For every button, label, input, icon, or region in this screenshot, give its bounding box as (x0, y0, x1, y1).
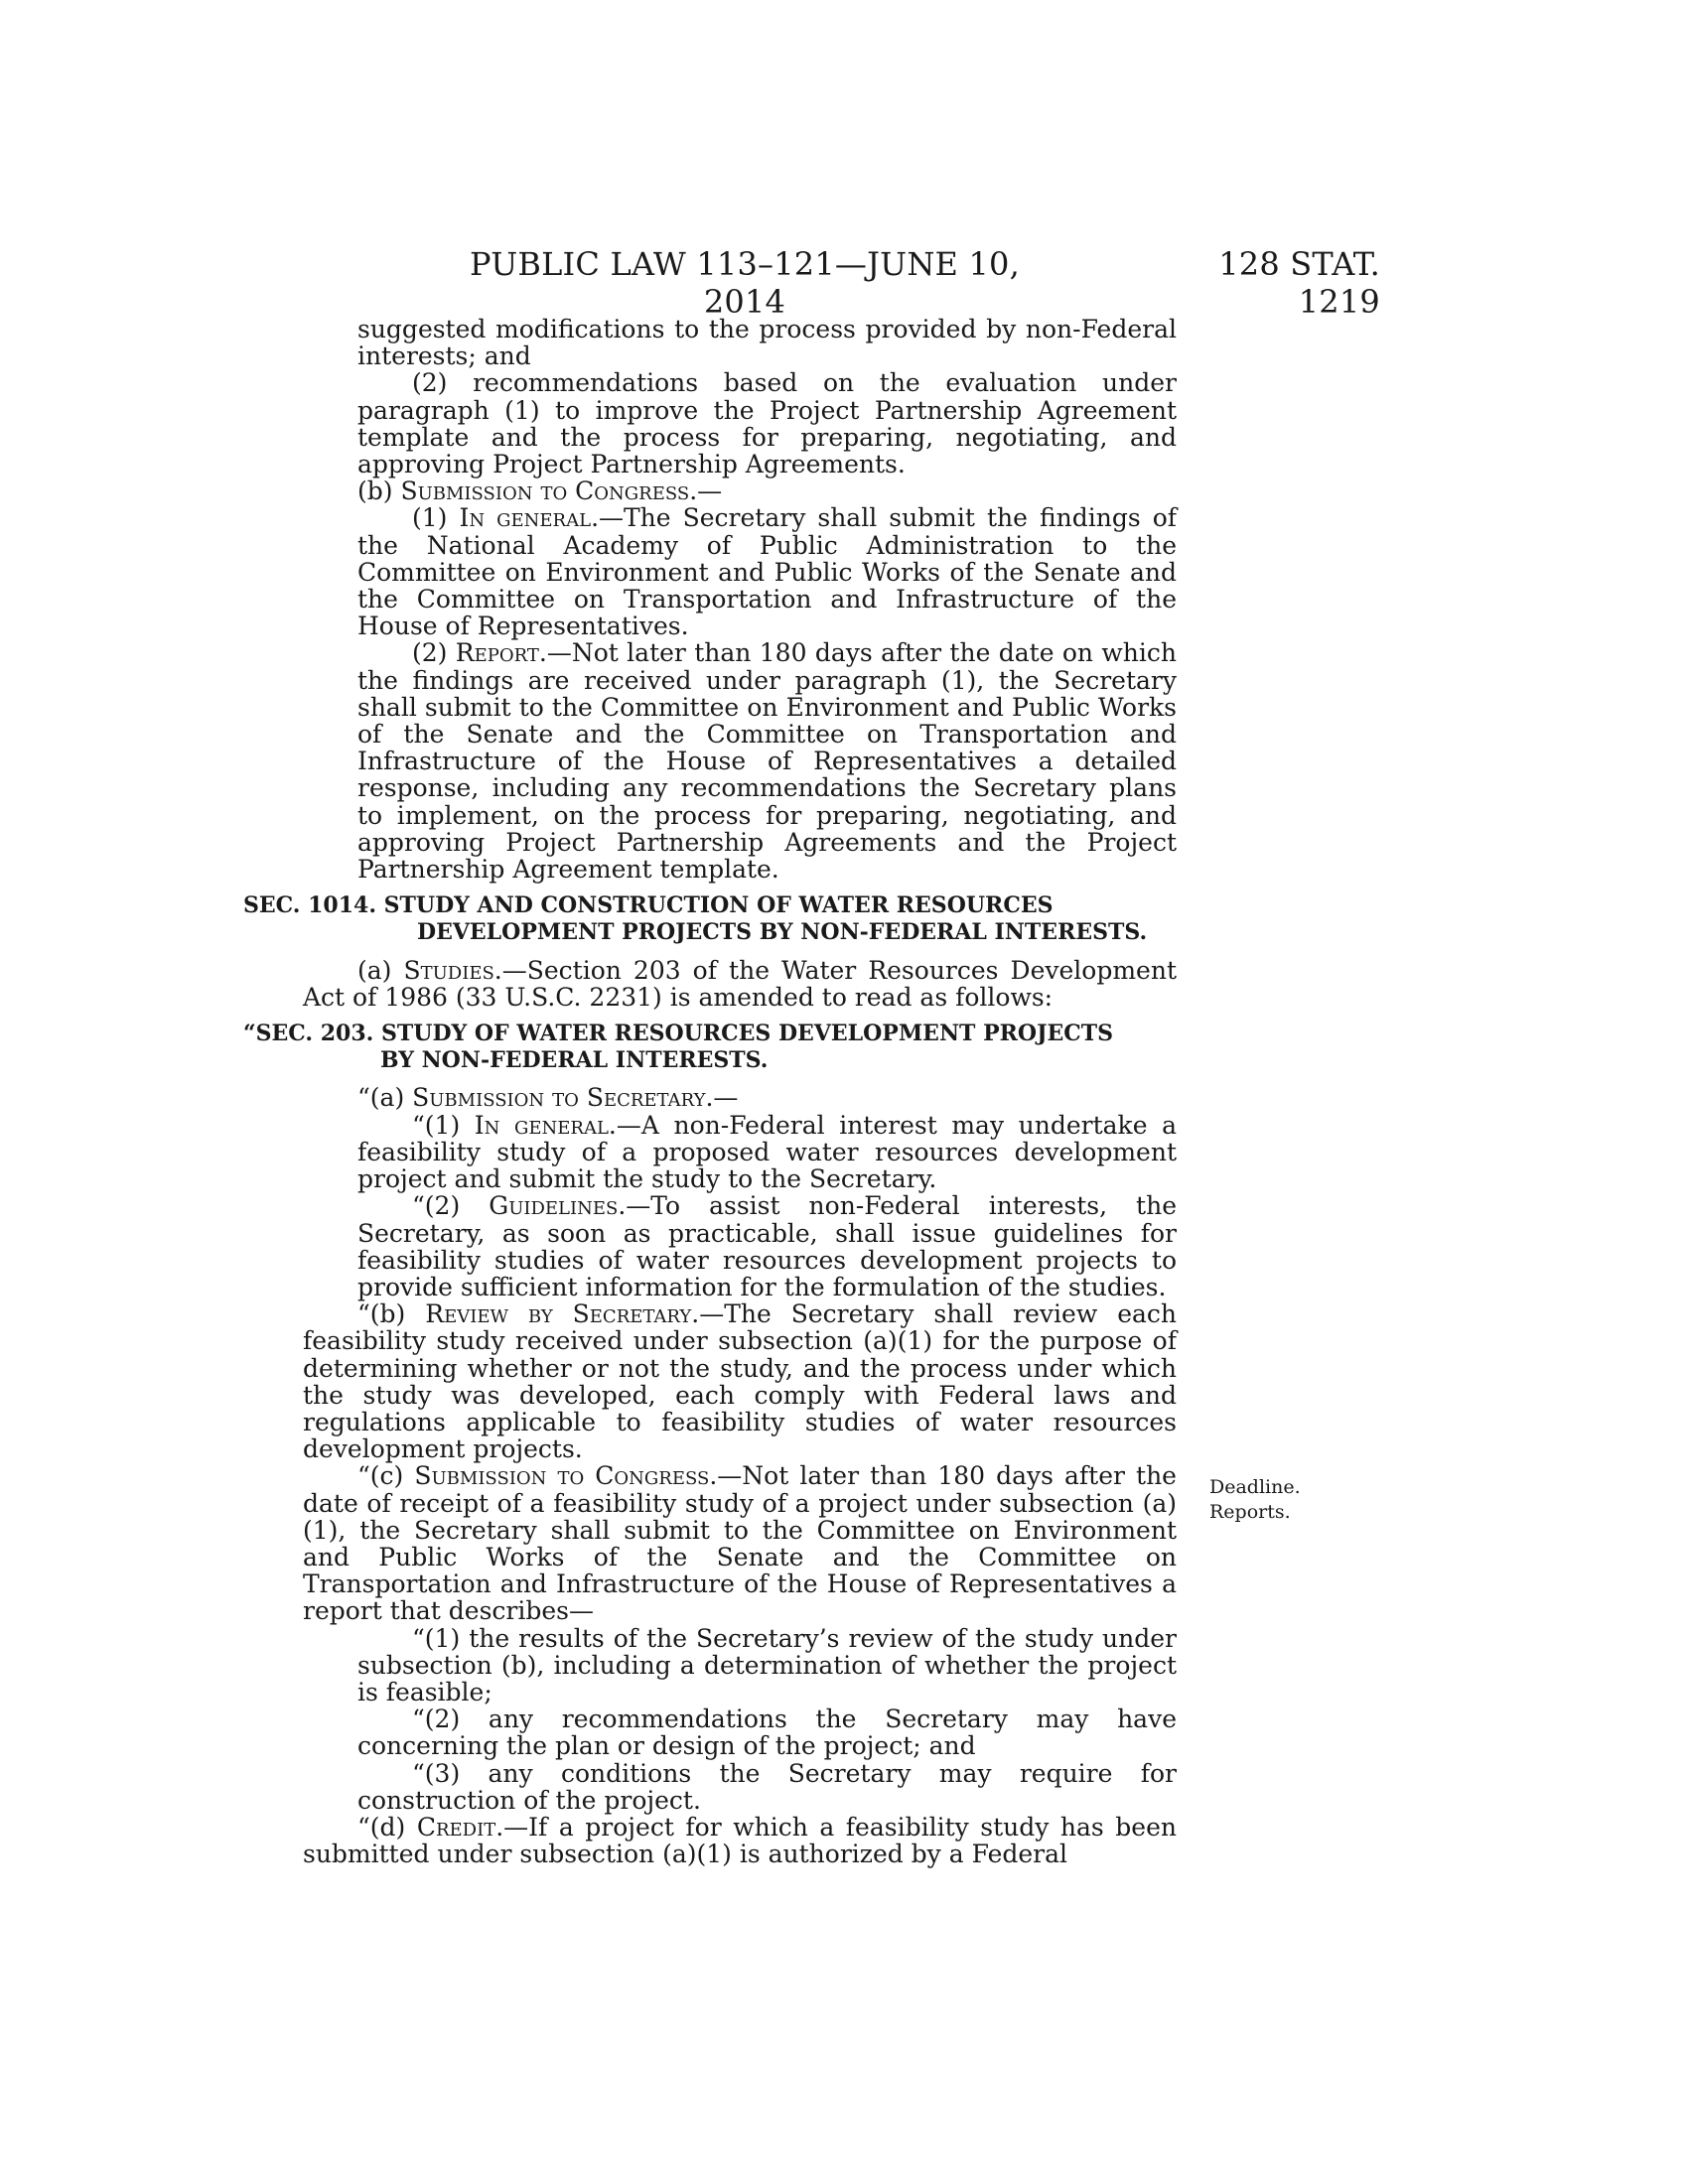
quoted-paragraph-c1: “(1) the results of the Secretary’s review of the study under subsection (b), including a determination of whether the project is feasible; (357, 1623, 1177, 1706)
quoted-subsection-d: “(d) Credit.—If a project for which a feasibility study has been submitted under subsection (a)(1) is authorized by a Federal (303, 1812, 1177, 1869)
section-1014-heading-line1: SEC. 1014. STUDY AND CONSTRUCTION OF WATER RESOURCES (243, 892, 1054, 919)
margin-note-deadline: Deadline. (1209, 1476, 1301, 1498)
subsection-a-studies: (a) Studies.—Section 203 of the Water Resources Development Act of 1986 (33 U.S.C. 2231) is amended to read as follows: (303, 955, 1178, 1012)
quoted-paragraph-c2: “(2) any recommendations the Secretary may have concerning the plan or design of the project; and (357, 1705, 1177, 1761)
section-203-heading-line1: “SEC. 203. STUDY OF WATER RESOURCES DEVELOPMENT PROJECTS (243, 1021, 1114, 1047)
running-head-title: PUBLIC LAW 113–121—JUNE 10, 2014 (470, 245, 1020, 321)
quoted-paragraph-c3: “(3) any conditions the Secretary may require for construction of the project. (357, 1758, 1177, 1815)
section-203-heading-line2: BY NON-FEDERAL INTERESTS. (380, 1047, 769, 1074)
paragraph-a2: (2) recommendations based on the evaluation under paragraph (1) to improve the Project Partnership Agreement template and the process for preparing, negotiating, and approving Project Partnership Agreements. (357, 368, 1177, 479)
quoted-subsection-b: “(b) Review by Secretary.—The Secretary shall review each feasibility study received under subsection (a)(1) for the purpose of determining whether or not the study, and the process under which the study was developed, each comply with Federal laws and regulations applicable to feasibility studies of water resources development projects. (303, 1299, 1177, 1464)
section-1014-heading (243, 892, 1177, 946)
quoted-subsection-c: “(c) Submission to Congress.—Not later than 180 days after the date of receipt of a feasibility study of a project under subsection (a)(1), the Secretary shall submit to the Committee on Environment and Public Works of the Senate and the Committee on Transportation and Infrastructure of the House of Representatives a report that describes— (303, 1461, 1177, 1626)
section-203-heading (243, 1021, 1177, 1074)
paragraph-b2: (2) Report.—Not later than 180 days after the date on which the findings are received under paragraph (1), the Secretary shall submit to the Committee on Environment and Public Works of the Senate and the Committee on Transportation and Infrastructure of the House of Representatives a detailed response, including any recommendations the Secretary plans to implement, on the process for preparing, negotiating, and approving Project Partnership Agreements and the Project Partnership Agreement template. (357, 638, 1177, 885)
paragraph-b1: (1) In general.—The Secretary shall submit the findings of the National Academy of Public Administration to the Committee on Environment and Public Works of the Senate and the Committee on Transportation and Infrastructure of the House of Representatives. (357, 503, 1178, 641)
quoted-paragraph-a2: “(2) Guidelines.—To assist non-Federal interests, the Secretary, as soon as practicable, shall issue guidelines for feasibility studies of water resources development projects to provide sufficient information for the formulation of the studies. (357, 1191, 1177, 1301)
margin-note (1209, 1475, 1319, 1525)
quoted-subsection-a-heading: “(a) Submission to Secretary.— (357, 1083, 739, 1113)
paragraph-continuation: suggested modifications to the process provided by non-Federal interests; and (357, 315, 1177, 371)
margin-note-reports: Reports. (1209, 1501, 1291, 1523)
subsection-b-heading: (b) Submission to Congress.— (357, 477, 723, 506)
statute-page-number: 128 STAT. 1219 (1218, 245, 1380, 321)
document-body (243, 315, 1178, 1869)
quoted-paragraph-a1: “(1) In general.—A non-Federal interest may undertake a feasibility study of a proposed water resources development project and submit the study to the Secretary. (357, 1110, 1177, 1194)
section-1014-heading-line2: DEVELOPMENT PROJECTS BY NON-FEDERAL INTERESTS. (417, 919, 1148, 946)
